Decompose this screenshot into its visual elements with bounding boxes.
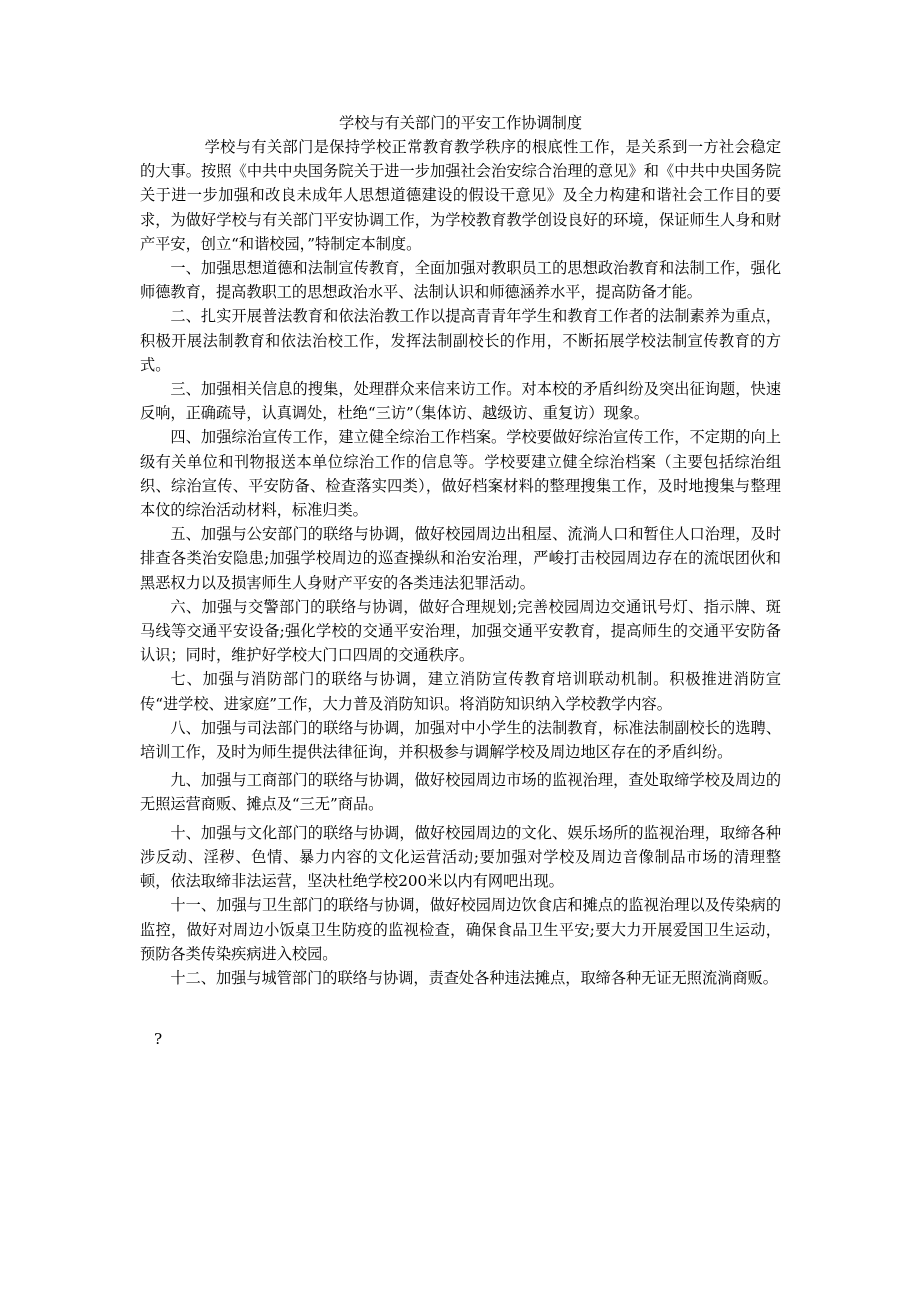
paragraph-4: 四、加强综治宣传工作，建立健全综治工作档案。学校要做好综治宣传工作，不定期的向上级有关单位和刊物报送本单位综治工作的信息等。学校要建立健全综治档案（主要包括综治组织、综治宣传、平安防备、检查落实四类），做好档案材料的整理搜集工作，及时地搜集与整理本伩的综治活动材料，标准归类。 <box>140 428 781 520</box>
paragraph-3: 三、加强相关信息的搜集，处理群众来信来访工作。对本校的矛盾纠纷及突出征询题，快速反响，正确疏导，认真调处，杜绝“三访”（集体访、越级访、重复访）现象。 <box>140 380 781 423</box>
paragraph-10: 十、加强与文化部门的联络与协调，做好校园周边的文化、娱乐场所的监视治理，取缔各种涉反动、淫秽、色情、暴力内容的文化运营活动;要加强对学校及周边音像制品市场的清理整顿，依法取缔非法运营，坚决杜绝学校200米以内有网吧出现。 <box>140 823 781 891</box>
paragraph-8: 八、加强与司法部门的联络与协调，加强对中小学生的法制教育，标准法制副校长的选聘、培训工作，及时为师生提供法律征询，并积极参与调解学校及周边地区存在的矛盾纠纷。 <box>140 718 781 762</box>
paragraph-1: 一、加强思想道德和法制宣传教育，全面加强对教职员工的思想政治教育和法制工作，强化师德教育，提高教职工的思想政治水平、法制认识和师德涵养水平，提高防备才能。 <box>140 259 781 302</box>
paragraph-12: 十二、加强与城管部门的联络与协调，责查处各种违法摊点，取缔各种无证无照流淌商贩。 <box>170 968 778 987</box>
paragraph-6: 六、加强与交警部门的联络与协调，做好合理规划;完善校园周边交通讯号灯、指示牌、斑马线等交通平安设备;强化学校的交通平安治理，加强交通平安教育，提高师生的交通平安防备认识；同时，维护好学校大门口四周的交通秩序。 <box>140 597 781 665</box>
paragraph-9: 九、加强与工商部门的联络与协调，做好校园周边市场的监视治理，查处取缔学校及周边的无照运营商贩、摊点及“三无”商品。 <box>140 771 781 814</box>
document-body <box>140 111 781 990</box>
paragraph-5: 五、加强与公安部门的联络与协调，做好校园周边出租屋、流淌人口和暂住人口治理，及时排查各类治安隐患;加强学校周边的巡查操纵和治安治理，严峻打击校园周边存在的流氓团伙和黑恶权力以及损害师生人身财产平安的各类违法犯罪活动。 <box>140 525 781 592</box>
paragraph-2: 二、扎实开展普法教育和依法治教工作以提高青青年学生和教育工作者的法制素养为重点，积极开展法制教育和依法治校工作，发挥法制副校长的作用，不断拓展学校法制宣传教育的方式。 <box>140 307 781 374</box>
paragraph-11: 十一、加强与卫生部门的联络与协调，做好校园周边饮食店和摊点的监视治理以及传染病的监控，做好对周边小饭桌卫生防疫的监视检查，确保食品卫生平安;要大力开展爱国卫生运动，预防各类传染疾病进入校园。 <box>140 896 781 963</box>
paragraph-7: 七、加强与消防部门的联络与协调，建立消防宣传教育培训联动机制。积极推进消防宣传“进学校、进家庭”工作，大力普及消防知识。将消防知识纳入学校教学内容。 <box>140 670 781 713</box>
intro-paragraph: 学校与有关部门是保持学校正常教育教学秩序的根底性工作，是关系到一方社会稳定的大事。按照《中共中央国务院关于进一步加强社会治安综合治理的意见》和《中共中央国务院关于进一步加强和改良未成年人思想道德建设的假设干意见》及全力构建和谐社会工作目的要求，为做好学校与有关部门平安协调工作，为学校教育教学创设良好的环境，保证师生人身和财产平安，创立“和谐校园，”特制定本制度。 <box>140 138 781 253</box>
trailing-question-mark: ? <box>154 1030 163 1048</box>
document-title: 学校与有关部门的平安工作协调制度 <box>339 114 582 132</box>
